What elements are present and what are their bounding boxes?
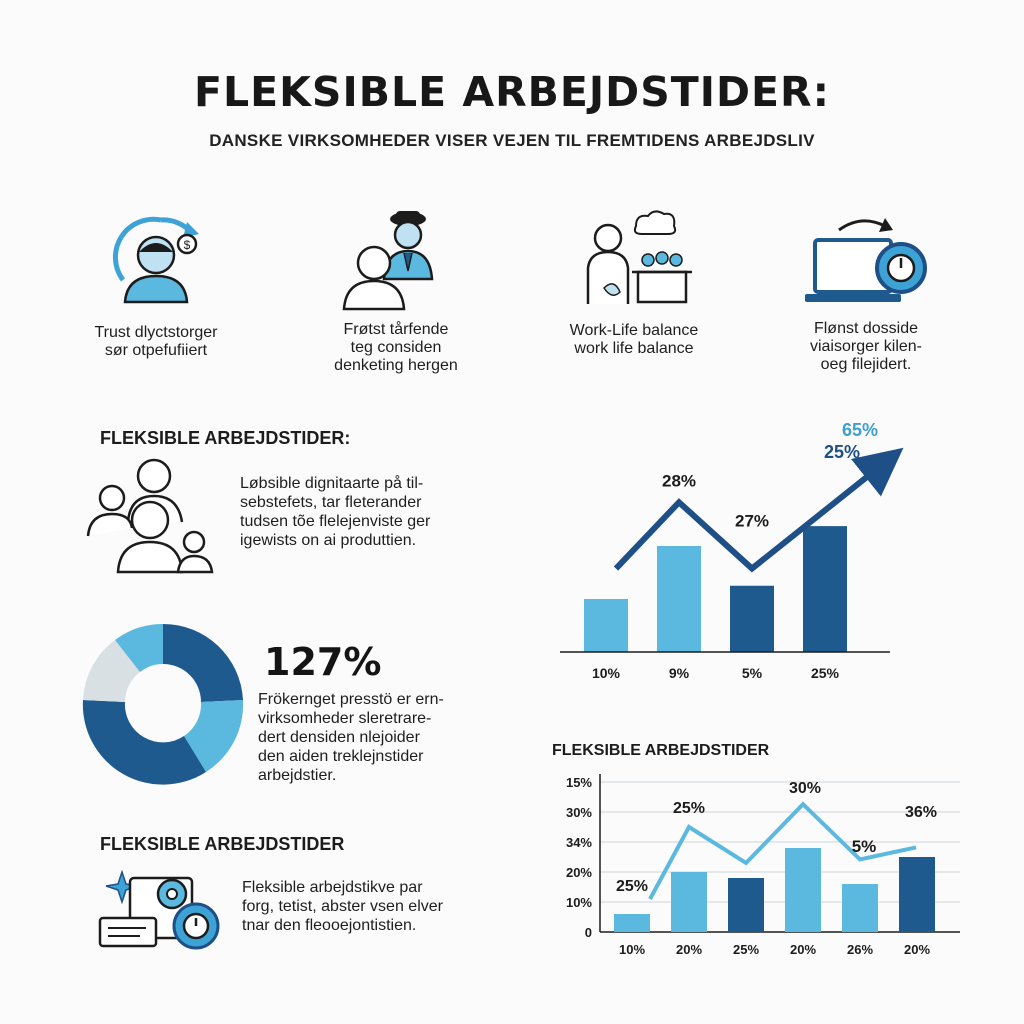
bar (657, 546, 701, 652)
x-tick-label: 10% (591, 665, 621, 681)
x-tick-label: 20% (675, 942, 703, 957)
data-label: 65% (841, 420, 879, 440)
bar (614, 914, 650, 932)
section1-heading: FLEKSIBLE ARBEJDSTIDER: (100, 428, 351, 448)
bar (671, 872, 707, 932)
icon-caption: Work-Life balance work life balance (569, 322, 699, 357)
trend-bar-chart-2 (560, 770, 980, 970)
section3-heading: FLEKSIBLE ARBEJDSTIDER (100, 834, 345, 854)
y-tick-label: 30% (565, 805, 592, 820)
icon-caption: Trust dlyctstorger sør otpefufiiert (94, 324, 218, 359)
bar (899, 857, 935, 932)
data-label: 25% (672, 800, 706, 818)
section3-text: Fleksible arbejdstikve par forg, tetist, abster vsen elver tnar den fleooejontistien. (242, 879, 443, 934)
section1-text: Løbsible dignitaarte på til- sebstefets, tar fleterander tudsen tõe flelejenviste ger igewists on ai produttien. (240, 475, 431, 549)
icon-block-trust (56, 210, 256, 360)
x-tick-label: 9% (668, 665, 690, 681)
trend-bar-chart-1 (560, 400, 1000, 700)
x-tick-label: 20% (789, 942, 817, 957)
x-tick-label: 5% (741, 665, 763, 681)
x-tick-label: 25% (732, 942, 760, 957)
icon-block-manager (296, 205, 496, 375)
bar (803, 526, 847, 652)
big-stat-number: 127% (264, 640, 382, 684)
section2-text: Frökernget presstö er ern- virksomheder sleretrare- dert densiden nlejoider den aiden treklejnstider arbejdstier. (258, 691, 444, 784)
x-tick-label: 25% (810, 665, 840, 681)
team-people-icon (82, 456, 222, 578)
y-tick-label: 0 (584, 925, 592, 940)
data-label: 5% (851, 837, 877, 857)
page-subtitle: DANSKE VIRKSOMHEDER VISER VEJEN TIL FREMTIDENS ARBEJDSLIV (209, 131, 815, 150)
bar (785, 848, 821, 932)
data-label: 27% (734, 511, 770, 531)
laptop-gear-icon (801, 210, 931, 310)
icon-caption: Flønst dosside viaisorger kilen- oeg filejidert. (809, 320, 923, 373)
person-refresh-icon (101, 210, 211, 310)
tools-settings-icon (96, 868, 226, 958)
data-label: 30% (788, 779, 822, 797)
donut-chart-icon (80, 622, 246, 786)
icon-caption: Frøtst tårfende teg considen denketing hergen (334, 321, 458, 374)
x-tick-label: 20% (903, 942, 931, 957)
data-label: 25% (615, 878, 649, 896)
manager-employee-icon (336, 205, 456, 315)
x-tick-label: 26% (846, 942, 874, 957)
chart2-title: FLEKSIBLE ARBEJDSTIDER (552, 742, 770, 759)
data-label: 28% (661, 471, 697, 491)
bar (842, 884, 878, 932)
y-tick-label: 34% (565, 835, 592, 850)
data-label: 25% (823, 442, 861, 462)
bar (584, 599, 628, 652)
bar (728, 878, 764, 932)
x-tick-label: 10% (618, 942, 646, 957)
work-life-balance-icon (574, 208, 694, 308)
bar (730, 586, 774, 652)
svg-text:$: $ (183, 238, 191, 252)
icon-block-laptop (766, 210, 966, 374)
y-tick-label: 10% (565, 895, 592, 910)
page-title: FLEKSIBLE ARBEJDSTIDER: (194, 68, 830, 116)
data-label: 36% (904, 803, 938, 821)
icon-block-work-life (534, 208, 734, 358)
y-tick-label: 20% (565, 865, 592, 880)
y-tick-label: 15% (565, 775, 592, 790)
